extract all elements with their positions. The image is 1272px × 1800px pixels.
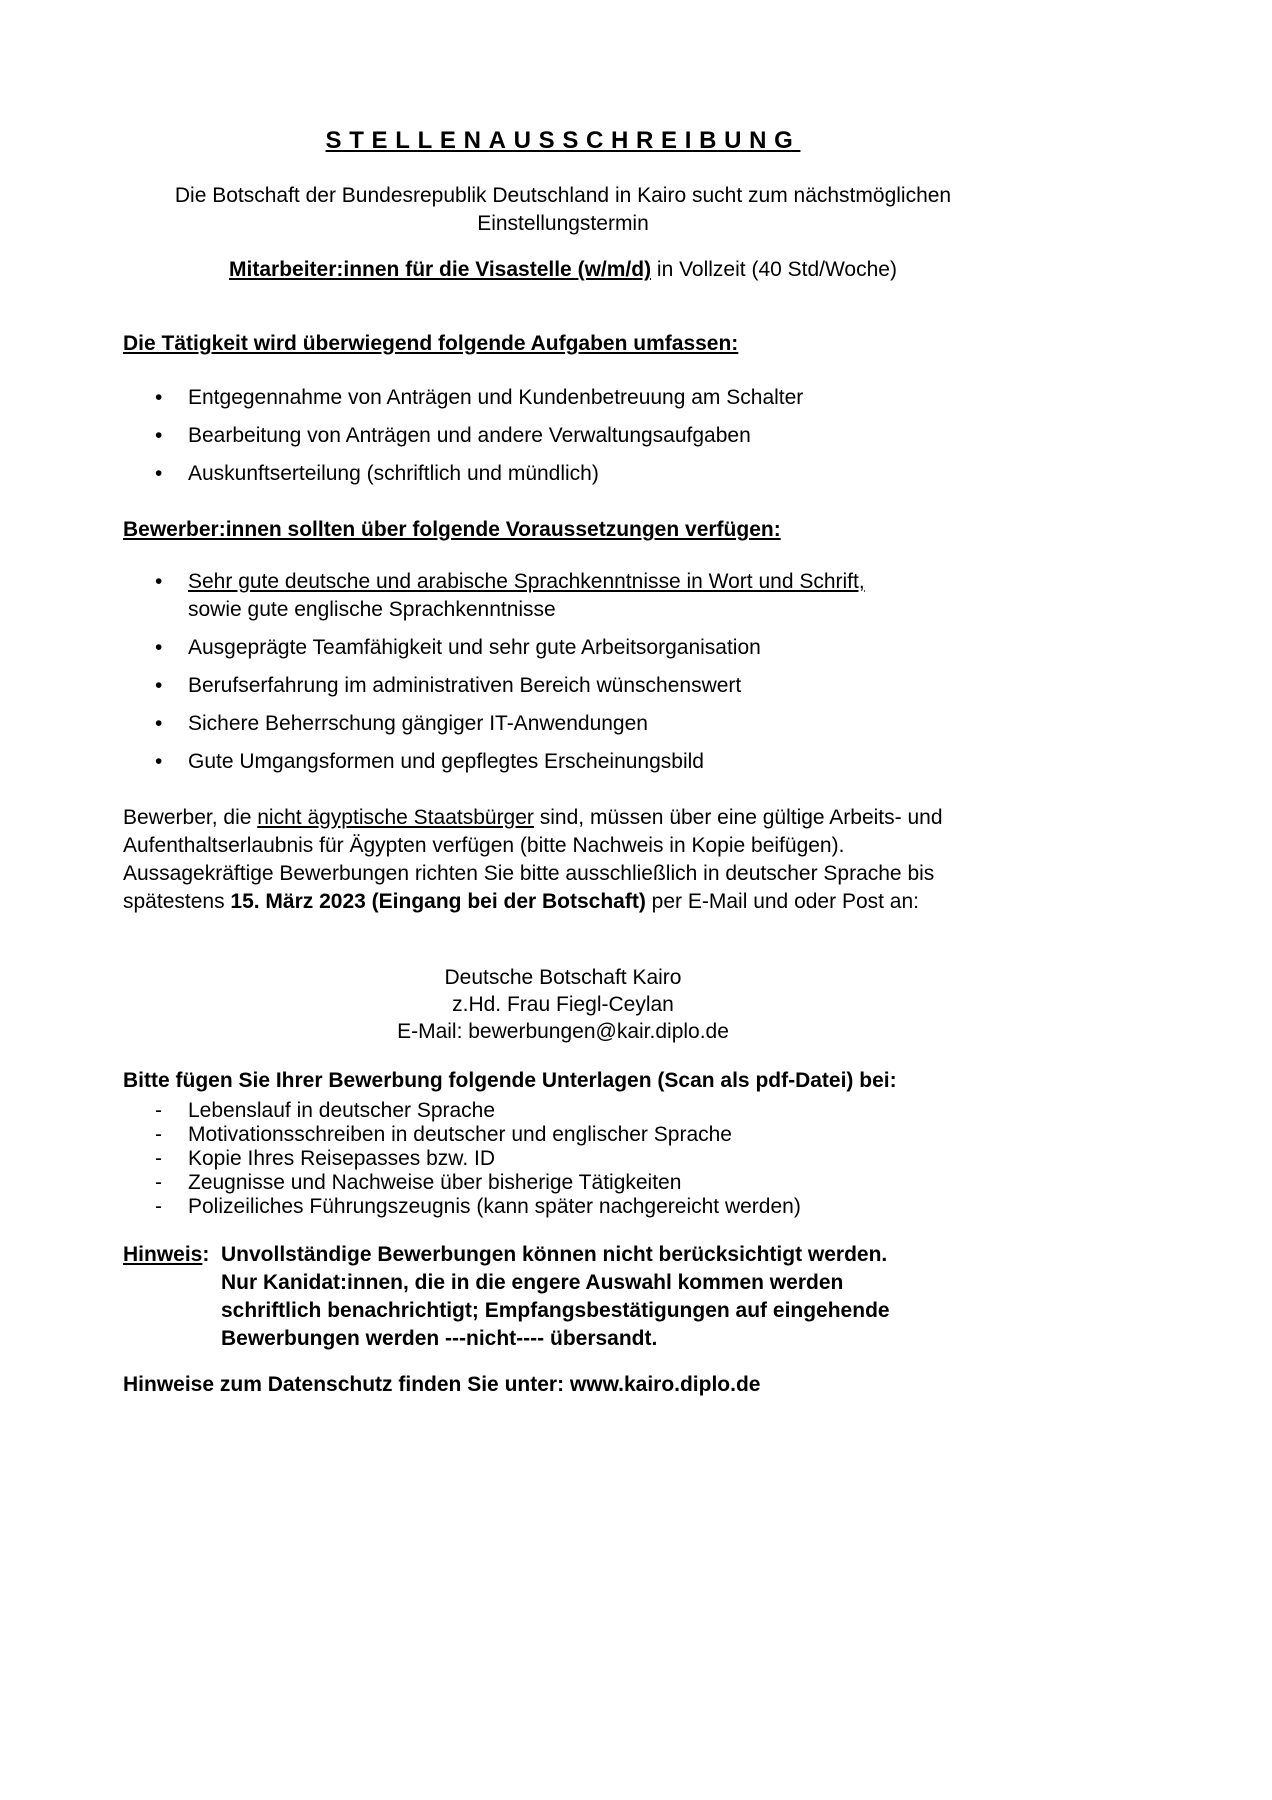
document-content bbox=[123, 126, 1003, 1399]
requirement-item-text: Sichere Beherrschung gängiger IT-Anwendungen bbox=[188, 712, 648, 735]
intro-line: Einstellungstermin bbox=[477, 212, 649, 235]
note-line: Nur Kanidat:innen, die in die engere Auswahl kommen werden bbox=[221, 1271, 844, 1294]
dash-marker: - bbox=[155, 1147, 162, 1170]
requirements-heading: Bewerber:innen sollten über folgende Voraussetzungen verfügen: bbox=[123, 518, 781, 541]
requirement-item-text: Ausgeprägte Teamfähigkeit und sehr gute Arbeitsorganisation bbox=[188, 636, 761, 659]
bullet-marker: • bbox=[155, 674, 163, 697]
intro-line: Die Botschaft der Bundesrepublik Deutschland in Kairo sucht zum nächstmöglichen bbox=[174, 184, 952, 207]
address-line-email: E-Mail: bewerbungen@kair.diplo.de bbox=[397, 1020, 729, 1043]
application-line: Aufenthaltserlaubnis für Ägypten verfügen (bitte Nachweis in Kopie beifügen). bbox=[123, 834, 845, 857]
tasks-list bbox=[123, 384, 1003, 488]
requirement-line: sowie gute englische Sprachkenntnisse bbox=[188, 598, 556, 621]
dash-marker: - bbox=[155, 1123, 162, 1146]
task-item bbox=[123, 422, 1003, 450]
dash-marker: - bbox=[155, 1171, 162, 1194]
requirement-line-underlined: Sehr gute deutsche und arabische Sprachkenntnisse in Wort und Schrift, bbox=[188, 570, 865, 593]
tasks-heading: Die Tätigkeit wird überwiegend folgende Aufgaben umfassen: bbox=[123, 332, 739, 355]
privacy-notice: Hinweise zum Datenschutz finden Sie unter: www.kairo.diplo.de bbox=[123, 1373, 761, 1396]
requirement-item-text: Gute Umgangsformen und gepflegtes Erscheinungsbild bbox=[188, 750, 704, 773]
intro-paragraph bbox=[123, 182, 1003, 238]
bullet-marker: • bbox=[155, 424, 163, 447]
position-title: Mitarbeiter:innen für die Visastelle (w/m/d) bbox=[229, 258, 652, 281]
note-text bbox=[221, 1241, 1003, 1353]
task-item-text: Auskunftserteilung (schriftlich und mündlich) bbox=[188, 462, 599, 485]
document-title: STELLENAUSSCHREIBUNG bbox=[325, 127, 801, 154]
application-line: Aussagekräftige Bewerbungen richten Sie bitte ausschließlich in deutscher Sprache bis bbox=[123, 862, 935, 885]
documents-list bbox=[123, 1099, 1003, 1219]
bullet-marker: • bbox=[155, 750, 163, 773]
bullet-marker: • bbox=[155, 462, 163, 485]
bullet-marker: • bbox=[155, 636, 163, 659]
application-paragraph bbox=[123, 804, 1003, 916]
dash-marker: - bbox=[155, 1195, 162, 1218]
requirement-item-text: Berufserfahrung im administrativen Bereich wünschenswert bbox=[188, 674, 742, 697]
address-line: z.Hd. Frau Fiegl-Ceylan bbox=[452, 993, 674, 1016]
deadline-text: 15. März 2023 (Eingang bei der Botschaft) bbox=[230, 890, 646, 913]
bullet-marker: • bbox=[155, 712, 163, 735]
note-line: Bewerbungen werden ---nicht---- übersandt. bbox=[221, 1327, 658, 1350]
document-item bbox=[123, 1195, 1003, 1219]
document-item-text: Kopie Ihres Reisepasses bzw. ID bbox=[188, 1147, 495, 1170]
document-item bbox=[123, 1171, 1003, 1195]
document-item bbox=[123, 1123, 1003, 1147]
task-item bbox=[123, 460, 1003, 488]
note-line: Unvollständige Bewerbungen können nicht berücksichtigt werden. bbox=[221, 1243, 888, 1266]
note-block bbox=[123, 1241, 1003, 1353]
application-line: Bewerber, die nicht ägyptische Staatsbürger sind, müssen über eine gültige Arbeits- und bbox=[123, 806, 943, 829]
address-line: Deutsche Botschaft Kairo bbox=[444, 966, 682, 989]
task-item-text: Bearbeitung von Anträgen und andere Verwaltungsaufgaben bbox=[188, 424, 751, 447]
document-item-text: Zeugnisse und Nachweise über bisherige Tätigkeiten bbox=[188, 1171, 682, 1194]
requirement-item bbox=[123, 568, 1003, 624]
document-item bbox=[123, 1099, 1003, 1123]
bullet-marker: • bbox=[155, 570, 163, 593]
application-line: spätestens 15. März 2023 (Eingang bei der Botschaft) per E-Mail und oder Post an: bbox=[123, 890, 919, 913]
requirement-item bbox=[123, 634, 1003, 662]
task-item-text: Entgegennahme von Anträgen und Kundenbetreuung am Schalter bbox=[188, 386, 804, 409]
bullet-marker: • bbox=[155, 386, 163, 409]
task-item bbox=[123, 384, 1003, 412]
address-block bbox=[123, 964, 1003, 1045]
requirement-item-text bbox=[188, 568, 1003, 624]
note-line: schriftlich benachrichtigt; Empfangsbestätigungen auf eingehende bbox=[221, 1299, 890, 1322]
document-item-text: Polizeiliches Führungszeugnis (kann später nachgereicht werden) bbox=[188, 1195, 801, 1218]
requirements-list bbox=[123, 568, 1003, 776]
document-item bbox=[123, 1147, 1003, 1171]
position-detail: in Vollzeit (40 Std/Woche) bbox=[651, 258, 897, 281]
underlined-phrase: nicht ägyptische Staatsbürger bbox=[257, 806, 534, 829]
documents-heading: Bitte fügen Sie Ihrer Bewerbung folgende Unterlagen (Scan als pdf-Datei) bei: bbox=[123, 1069, 897, 1092]
note-label: Hinweis: bbox=[123, 1243, 210, 1266]
document-item-text: Lebenslauf in deutscher Sprache bbox=[188, 1099, 496, 1122]
document-item-text: Motivationsschreiben in deutscher und englischer Sprache bbox=[188, 1123, 732, 1146]
requirement-item bbox=[123, 748, 1003, 776]
position-line bbox=[123, 256, 1003, 284]
requirement-item bbox=[123, 710, 1003, 738]
dash-marker: - bbox=[155, 1099, 162, 1122]
requirement-item bbox=[123, 672, 1003, 700]
